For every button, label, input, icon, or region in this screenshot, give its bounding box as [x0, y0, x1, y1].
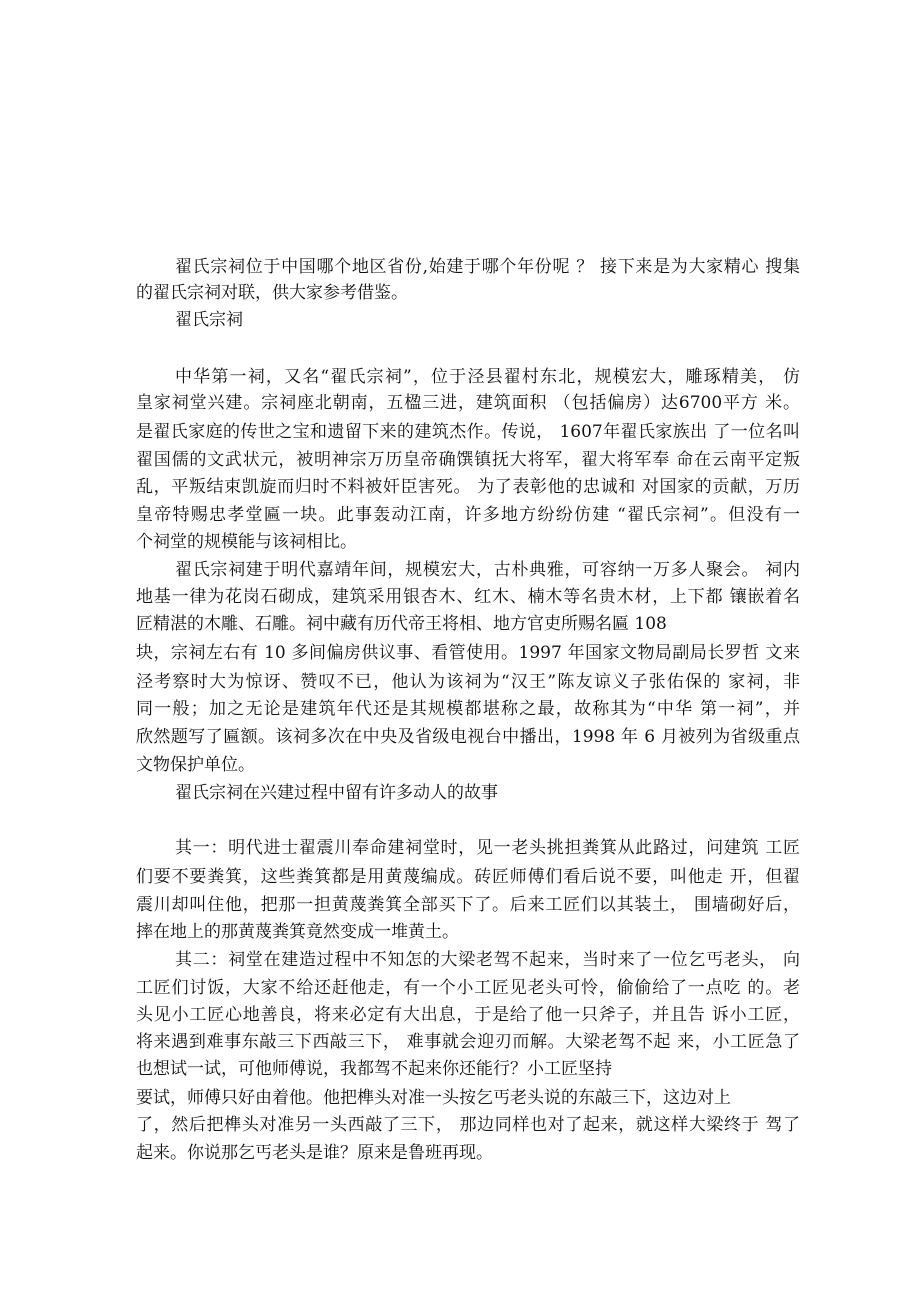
text-line: 中华第一祠，又名“翟氏宗祠”，位于泾县翟村东北，规模宏大，雕琢精美， 仿	[175, 367, 800, 387]
text-line: 的翟氏宗祠对联，供大家参考借鉴。	[136, 283, 408, 303]
text-line: 们要不要粪箕，这些粪箕都是用黄蔑编成。砖匠师傅们看后说不要，叫他走 开，但翟	[136, 867, 800, 887]
text-line: 要试，师傅只好由着他。他把榫头对准一头按乞丐老头说的东敲三下，这边对上	[136, 1088, 731, 1108]
text-line: 皇帝特赐忠孝堂匾一块。此事轰动江南，许多地方纷纷仿建 “翟氏宗祠”。但没有一	[136, 505, 800, 525]
text-line: 地基一律为花岗石砌成，建筑采用银杏木、红木、楠木等名贵木材，上下都 镶嵌着名	[136, 587, 800, 607]
section-heading: 翟氏宗祠在兴建过程中留有许多动人的故事	[175, 783, 498, 803]
text-line: 起来。你说那乞丐老头是谁？原来是鲁班再现。	[136, 1143, 493, 1163]
text-line: 将来遇到难事东敲三下西敲三下， 难事就会迎刃而解。大梁老驾不起 来，小工匠急了	[136, 1032, 800, 1052]
text-line: 欣然题写了匾额。该祠多次在中央及省级电视台中播出，1998 年 6 月被列为省级重点	[136, 727, 800, 747]
text-line: 头见小工匠心地善良，将来必定有大出息，于是给了他一只斧子，并且告 诉小工匠，	[136, 1005, 800, 1025]
text-line: 震川却叫住他，把那一担黄蔑粪箕全部买下了。后来工匠们以其装土， 围墙砌好后，	[136, 895, 800, 915]
text-line: 泾考察时大为惊讶、赞叹不已，他认为该祠为“汉王”陈友谅义子张佑保的 家祠，非	[136, 672, 800, 692]
text-line: 其一：明代进士翟震川奉命建祠堂时，见一老头挑担粪箕从此路过，问建筑 工匠	[175, 838, 800, 858]
text-line: 是翟氏家庭的传世之宝和遗留下来的建筑杰作。传说， 1607年翟氏家族出 了一位名叫	[136, 422, 800, 442]
text-line: 乱，平叛结束凯旋而归时不料被奸臣害死。 为了表彰他的忠诚和 对国家的贡献，万历	[136, 477, 800, 497]
text-line: 匠精湛的木雕、石雕。祠中藏有历代帝王将相、地方官吏所赐名匾 108	[136, 614, 667, 634]
text-line: 也想试一试，可他师傅说，我都驾不起来你还能行？小工匠坚持	[136, 1059, 612, 1079]
text-line: 皇家祠堂兴建。宗祠座北朝南，五楹三进，建筑面积 （包括偏房）达6700平方 米。	[136, 393, 800, 413]
text-line: 摔在地上的那黄蔑粪箕竟然变成一堆黄土。	[136, 922, 459, 942]
text-line: 工匠们讨饭，大家不给还赶他走，有一个小工匠见老头可怜，偷偷给了一点吃 的。老	[136, 978, 800, 998]
text-line: 了，然后把榫头对准另一头西敲了三下， 那边同样也对了起来，就这样大梁终于 驾了	[136, 1115, 800, 1135]
text-line: 个祠堂的规模能与该祠相比。	[136, 532, 357, 552]
text-line: 块，宗祠左右有 10 多间偏房供议事、看管使用。1997 年国家文物局副局长罗哲 文来	[136, 643, 800, 663]
text-line: 其二：祠堂在建造过程中不知怎的大梁老驾不起来，当时来了一位乞丐老头， 向	[175, 950, 800, 970]
text-line: 翟国儒的文武状元，被明神宗万历皇帝确馔镇抚大将军，翟大将军奉 命在云南平定叛	[136, 450, 800, 470]
text-line: 翟氏宗祠建于明代嘉靖年间，规模宏大，古朴典雅，可容纳一万多人聚会。 祠内	[175, 560, 800, 580]
text-line: 翟氏宗祠位于中国哪个地区省份,始建于哪个年份呢 ？ 接下来是为大家精心 搜集	[175, 257, 800, 277]
section-heading: 翟氏宗祠	[175, 310, 243, 330]
text-line: 同一般；加之无论是建筑年代还是其规模都堪称之最，故称其为“中华 第一祠”，并	[136, 699, 800, 719]
text-line: 文物保护单位。	[136, 755, 255, 775]
